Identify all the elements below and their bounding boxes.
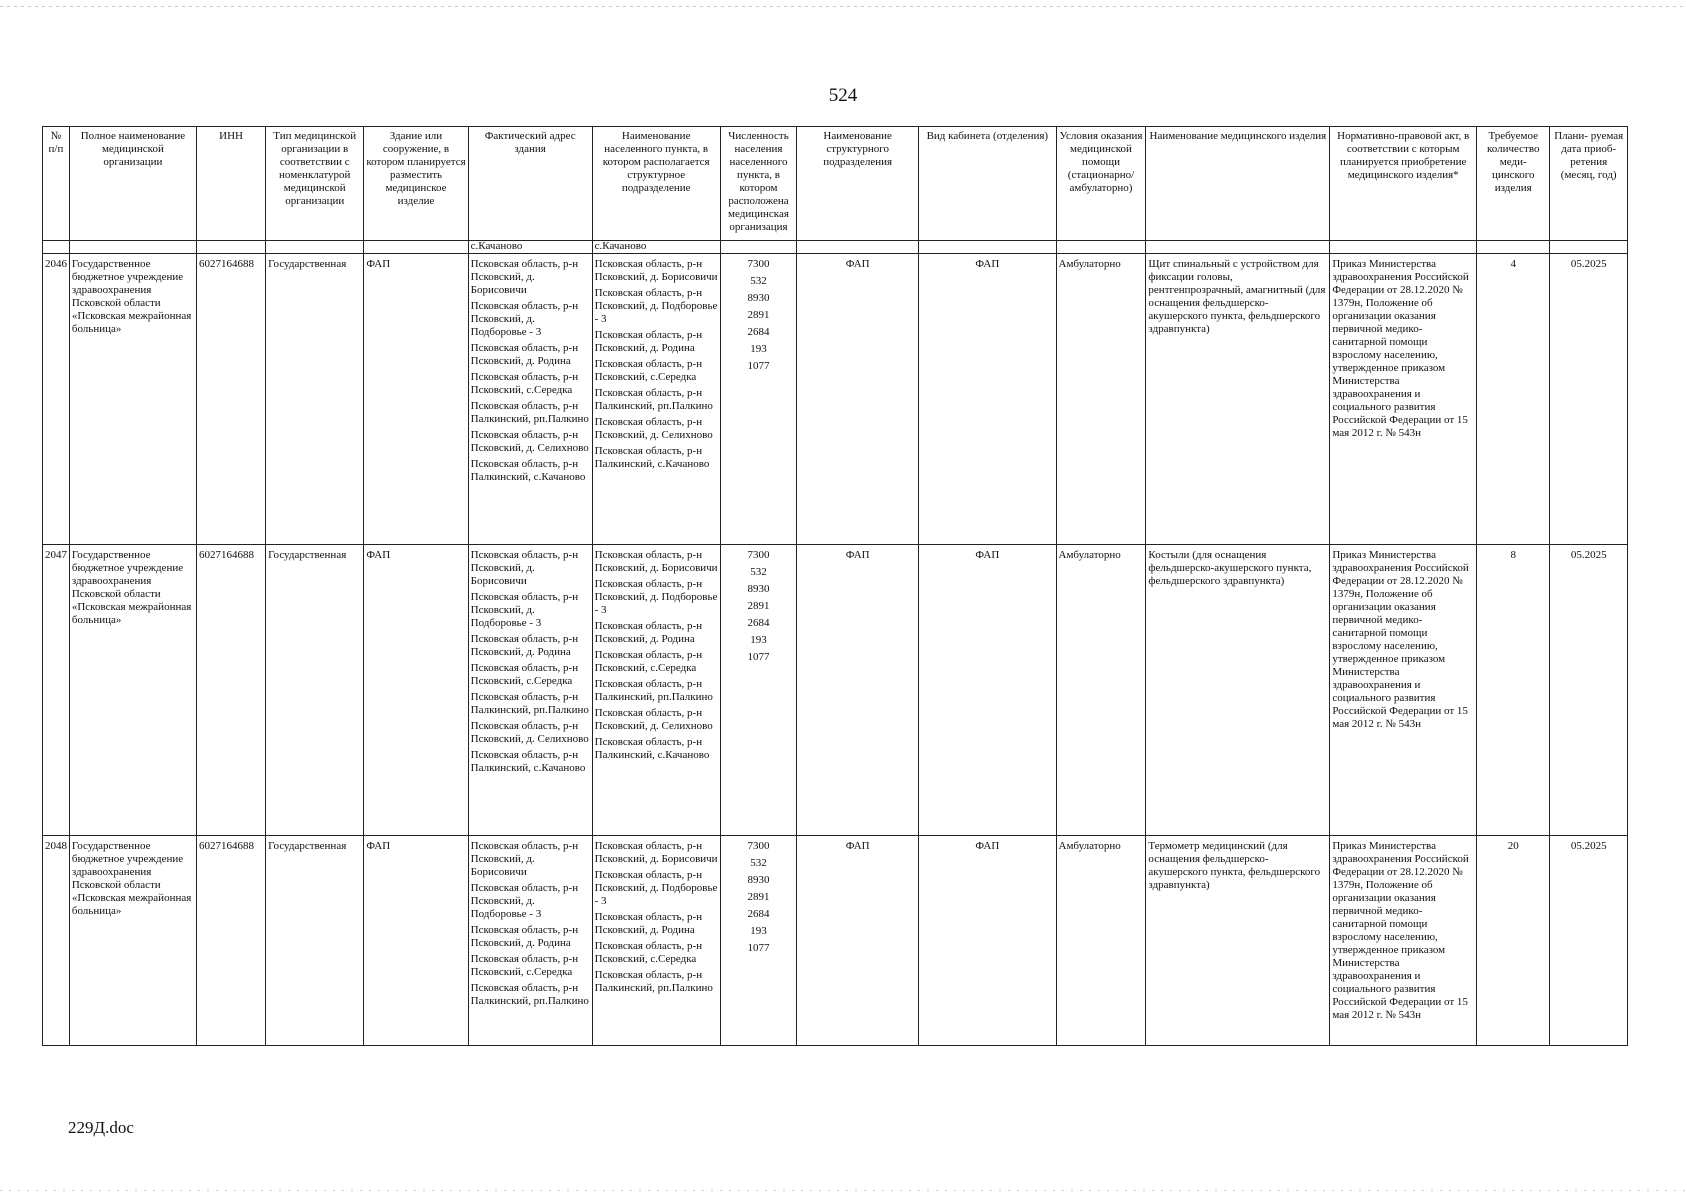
row-number: 2047: [43, 545, 70, 836]
actual-address-cell: [468, 545, 592, 836]
address-entry: Псковская область, р-н Псковский, с.Середка: [470, 371, 579, 396]
locality-entry: Псковская область, р-н Псковский, д. Подборовье - 3: [594, 287, 718, 325]
column-header: Наименование населенного пункта, в котором располагается структурное подразделение: [592, 127, 720, 241]
address-entry: Псковская область, р-н Псковский, д. Подборовье - 3: [470, 591, 579, 629]
inn-value: 6027164688: [196, 836, 265, 1046]
medical-device-register-table: [42, 126, 1628, 1046]
address-entry: Псковская область, р-н Псковский, д. Подборовье - 3: [470, 300, 579, 338]
population-value: 8930: [747, 583, 770, 595]
address-entry: Псковская область, р-н Псковский, д. Борисовичи: [470, 258, 579, 296]
organization-name: Государственное бюджетное учреждение здравоохранения Псковской области «Псковская межрайонная больница»: [69, 254, 196, 545]
locality-entry: Псковская область, р-н Палкинский, с.Качаново: [594, 736, 710, 761]
column-header: Требуемое количество меди- цинского изделия: [1477, 127, 1550, 241]
population-value: 7300: [747, 258, 770, 270]
population-value: 7300: [747, 840, 770, 852]
column-header: Фактический адрес здания: [468, 127, 592, 241]
scan-artifact-top: [0, 6, 1686, 7]
carryover-locality: с.Качаново: [592, 241, 720, 254]
table-row: [43, 836, 1628, 1046]
planned-date: 05.2025: [1550, 254, 1628, 545]
locality-entry: Псковская область, р-н Псковский, д. Подборовье - 3: [594, 869, 718, 907]
address-entry: Псковская область, р-н Палкинский, рп.Палкино: [470, 982, 589, 1007]
population-value: 2891: [747, 891, 770, 903]
locality-entry: Псковская область, р-н Псковский, с.Середка: [594, 649, 703, 674]
locality-entry: Псковская область, р-н Палкинский, рп.Палкино: [594, 387, 713, 412]
regulatory-act: Приказ Министерства здравоохранения Российской Федерации от 28.12.2020 № 1379н, Положение об организации оказания первичной медико-санитарной помощи взрослому населению, утвержденное приказом Министерства здравоохранения и социального развития Российской Федерации от 15 мая 2012 г. № 543н: [1330, 254, 1477, 545]
locality-entry: Псковская область, р-н Псковский, д. Селихново: [594, 416, 713, 441]
required-quantity: 4: [1477, 254, 1550, 545]
row-number: 2048: [43, 836, 70, 1046]
population-cell: [720, 254, 796, 545]
locality-entry: Псковская область, р-н Псковский, с.Середка: [594, 358, 703, 383]
population-value: 1077: [747, 651, 770, 663]
column-header: Вид кабинета (отделения): [919, 127, 1056, 241]
population-value: 8930: [747, 874, 770, 886]
medical-device-name: Термометр медицинский (для оснащения фельдшерско-акушерского пункта, фельдшерского здравпункта): [1146, 836, 1330, 1046]
locality-entry: Псковская область, р-н Псковский, д. Родина: [594, 620, 703, 645]
building-type: ФАП: [364, 836, 468, 1046]
organization-name: Государственное бюджетное учреждение здравоохранения Псковской области «Псковская межрайонная больница»: [69, 836, 196, 1046]
medical-device-name: Костыли (для оснащения фельдшерско-акушерского пункта, фельдшерского здравпункта): [1146, 545, 1330, 836]
locality-entry: Псковская область, р-н Псковский, д. Борисовичи: [594, 840, 718, 865]
planned-date: 05.2025: [1550, 545, 1628, 836]
table-row: [43, 545, 1628, 836]
address-entry: Псковская область, р-н Псковский, с.Середка: [470, 662, 579, 687]
locality-entry: Псковская область, р-н Псковский, д. Родина: [594, 911, 703, 936]
population-value: 2684: [747, 326, 770, 338]
care-conditions: Амбулаторно: [1056, 836, 1146, 1046]
page-number: 524: [828, 85, 858, 106]
population-cell: [720, 545, 796, 836]
locality-cell: [592, 254, 720, 545]
regulatory-act: Приказ Министерства здравоохранения Российской Федерации от 28.12.2020 № 1379н, Положение об организации оказания первичной медико-санитарной помощи взрослому населению, утвержденное приказом Министерства здравоохранения и социального развития Российской Федерации от 15 мая 2012 г. № 543н: [1330, 836, 1477, 1046]
locality-entry: Псковская область, р-н Псковский, д. Борисовичи: [594, 549, 718, 574]
population-value: 7300: [747, 549, 770, 561]
table-row: [43, 254, 1628, 545]
locality-entry: Псковская область, р-н Палкинский, рп.Палкино: [594, 969, 713, 994]
carryover-address: с.Качаново: [468, 241, 592, 254]
column-header: Плани- руемая дата приоб- ретения (месяц, год): [1550, 127, 1628, 241]
cabinet-type: ФАП: [919, 545, 1056, 836]
locality-cell: [592, 836, 720, 1046]
carryover-row: [43, 241, 1628, 254]
address-entry: Псковская область, р-н Псковский, д. Борисовичи: [470, 549, 579, 587]
subdivision-name: ФАП: [797, 836, 919, 1046]
address-entry: Псковская область, р-н Палкинский, рп.Палкино: [470, 400, 589, 425]
address-entry: Псковская область, р-н Псковский, д. Родина: [470, 342, 579, 367]
table-header-row: [43, 127, 1628, 241]
locality-entry: Псковская область, р-н Псковский, д. Селихново: [594, 707, 713, 732]
actual-address-cell: [468, 254, 592, 545]
population-value: 532: [750, 857, 767, 869]
population-value: 532: [750, 566, 767, 578]
address-entry: Псковская область, р-н Палкинский, с.Качаново: [470, 749, 586, 774]
address-entry: Псковская область, р-н Псковский, д. Селихново: [470, 720, 589, 745]
population-value: 2684: [747, 908, 770, 920]
locality-entry: Псковская область, р-н Псковский, д. Борисовичи: [594, 258, 718, 283]
address-entry: Псковская область, р-н Псковский, д. Борисовичи: [470, 840, 579, 878]
address-entry: Псковская область, р-н Палкинский, рп.Палкино: [470, 691, 589, 716]
care-conditions: Амбулаторно: [1056, 254, 1146, 545]
column-header: Численность населения населенного пункта, в котором расположена медицинская организация: [720, 127, 796, 241]
organization-name: Государственное бюджетное учреждение здравоохранения Псковской области «Псковская межрайонная больница»: [69, 545, 196, 836]
population-value: 1077: [747, 942, 770, 954]
address-entry: Псковская область, р-н Псковский, д. Селихново: [470, 429, 589, 454]
population-value: 2891: [747, 309, 770, 321]
inn-value: 6027164688: [196, 254, 265, 545]
address-entry: Псковская область, р-н Псковский, д. Подборовье - 3: [470, 882, 579, 920]
column-header: Условия оказания медицинской помощи (стационарно/ амбулаторно): [1056, 127, 1146, 241]
medical-device-name: Щит спинальный с устройством для фиксации головы, рентгенпрозрачный, амагнитный (для оснащения фельдшерско-акушерского пункта, фельдшерского здравпункта): [1146, 254, 1330, 545]
locality-entry: Псковская область, р-н Палкинский, с.Качаново: [594, 445, 710, 470]
address-entry: Псковская область, р-н Палкинский, с.Качаново: [470, 458, 586, 483]
regulatory-act: Приказ Министерства здравоохранения Российской Федерации от 28.12.2020 № 1379н, Положение об организации оказания первичной медико-санитарной помощи взрослому населению, утвержденное приказом Министерства здравоохранения и социального развития Российской Федерации от 15 мая 2012 г. № 543н: [1330, 545, 1477, 836]
cabinet-type: ФАП: [919, 836, 1056, 1046]
document-filename: 229Д.doc: [68, 1118, 134, 1137]
column-header: Наименование медицинского изделия: [1146, 127, 1330, 241]
locality-entry: Псковская область, р-н Палкинский, рп.Палкино: [594, 678, 713, 703]
planned-date: 05.2025: [1550, 836, 1628, 1046]
scan-artifact-bottom: [0, 1190, 1686, 1191]
column-header: Тип медицинской организации в соответствии с номенклатурой медицинской организации: [266, 127, 364, 241]
population-value: 1077: [747, 360, 770, 372]
organization-type: Государственная: [266, 545, 364, 836]
population-cell: [720, 836, 796, 1046]
column-header: Наименование структурного подразделения: [797, 127, 919, 241]
required-quantity: 20: [1477, 836, 1550, 1046]
address-entry: Псковская область, р-н Псковский, д. Родина: [470, 633, 579, 658]
population-value: 193: [750, 634, 767, 646]
subdivision-name: ФАП: [797, 254, 919, 545]
population-value: 2684: [747, 617, 770, 629]
cabinet-type: ФАП: [919, 254, 1056, 545]
locality-entry: Псковская область, р-н Псковский, д. Подборовье - 3: [594, 578, 718, 616]
column-header: Здание или сооружение, в котором планируется разместить медицинское изделие: [364, 127, 468, 241]
address-entry: Псковская область, р-н Псковский, с.Середка: [470, 953, 579, 978]
population-value: 8930: [747, 292, 770, 304]
actual-address-cell: [468, 836, 592, 1046]
population-value: 2891: [747, 600, 770, 612]
organization-type: Государственная: [266, 836, 364, 1046]
column-header: Полное наименование медицинской организации: [69, 127, 196, 241]
locality-cell: [592, 545, 720, 836]
column-header: ИНН: [196, 127, 265, 241]
address-entry: Псковская область, р-н Псковский, д. Родина: [470, 924, 579, 949]
inn-value: 6027164688: [196, 545, 265, 836]
locality-entry: Псковская область, р-н Псковский, д. Родина: [594, 329, 703, 354]
column-header: Нормативно-правовой акт, в соответствии с которым планируется приобретение медицинского изделия*: [1330, 127, 1477, 241]
subdivision-name: ФАП: [797, 545, 919, 836]
population-value: 193: [750, 343, 767, 355]
population-value: 532: [750, 275, 767, 287]
population-value: 193: [750, 925, 767, 937]
care-conditions: Амбулаторно: [1056, 545, 1146, 836]
building-type: ФАП: [364, 254, 468, 545]
locality-entry: Псковская область, р-н Псковский, с.Середка: [594, 940, 703, 965]
building-type: ФАП: [364, 545, 468, 836]
column-header: № п/п: [43, 127, 70, 241]
required-quantity: 8: [1477, 545, 1550, 836]
row-number: 2046: [43, 254, 70, 545]
organization-type: Государственная: [266, 254, 364, 545]
